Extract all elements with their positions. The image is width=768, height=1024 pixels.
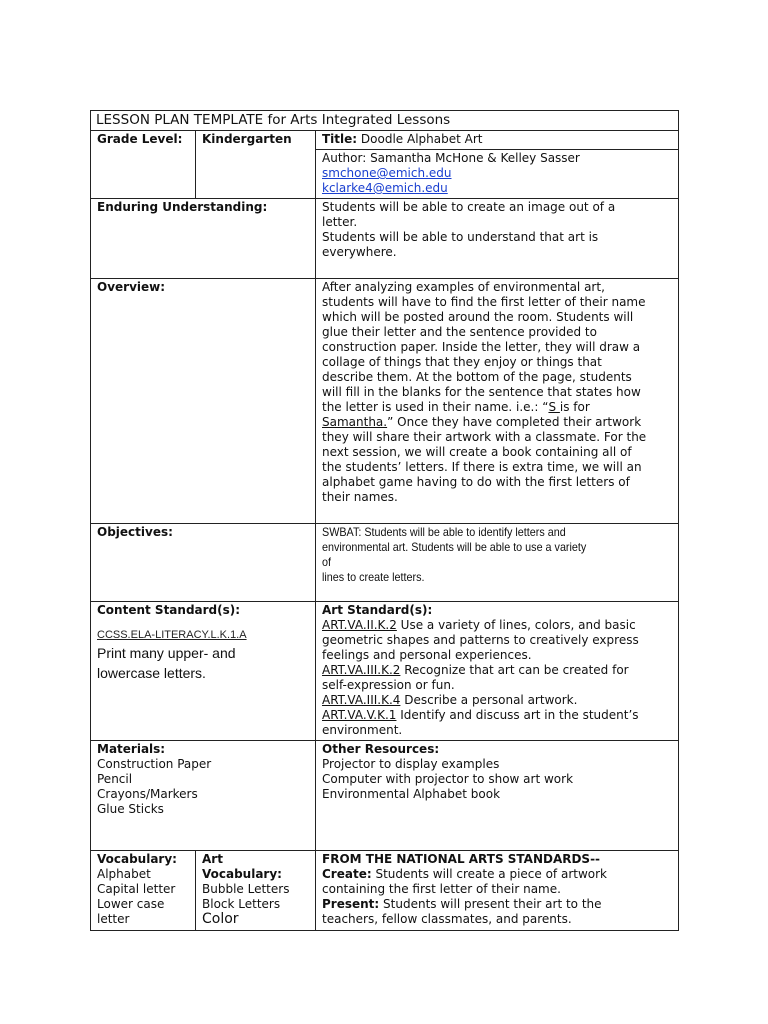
art-vocabulary-cell xyxy=(196,851,316,931)
vocabulary-row xyxy=(91,851,679,931)
title-row xyxy=(91,111,679,131)
resources-label: Other Resources: xyxy=(322,742,440,756)
grade-value: Kindergarten xyxy=(196,131,316,199)
present-text: teachers, fellow classmates, and parents. xyxy=(322,912,572,926)
overview-line xyxy=(322,400,672,415)
overview-line: collage of things that they enjoy or things that xyxy=(322,355,602,369)
author-value: Samantha McHone & Kelley Sasser xyxy=(370,151,580,165)
overview-line: alphabet game having to do with the first letters of xyxy=(322,475,630,489)
art-standard-text: geometric shapes and patterns to creatively express xyxy=(322,633,639,647)
email-link-2[interactable]: kclarke4@emich.edu xyxy=(322,181,448,195)
art-standard-text: Use a variety of lines, colors, and basic xyxy=(396,618,636,632)
enduring-cell xyxy=(316,199,679,279)
objectives-line: lines to create letters. xyxy=(322,571,425,584)
resource-item: Environmental Alphabet book xyxy=(322,787,501,801)
vocabulary-item: Capital letter xyxy=(97,882,176,896)
art-standard-text: Identify and discuss art in the student’s xyxy=(396,708,639,722)
art-standard-text: self-expression or fun. xyxy=(322,678,455,692)
objectives-text xyxy=(322,525,592,585)
art-standard-text: environment. xyxy=(322,723,403,737)
overview-text: ” Once they have completed their artwork xyxy=(387,415,642,429)
vocabulary-item: Lower case xyxy=(97,897,165,911)
overview-line: construction paper. Inside the letter, they will draw a xyxy=(322,340,641,354)
art-standard-item xyxy=(322,708,672,723)
document-title: LESSON PLAN TEMPLATE for Arts Integrated Lessons xyxy=(91,111,679,131)
standards-row xyxy=(91,602,679,741)
content-standard-text: lowercase letters. xyxy=(97,665,206,681)
resources-cell xyxy=(316,741,679,851)
lesson-title-label: Title: xyxy=(322,132,358,146)
overview-line: their names. xyxy=(322,490,398,504)
materials-row xyxy=(91,741,679,851)
art-standard-code-link[interactable]: ART.VA.V.K.1 xyxy=(322,708,397,722)
content-standards-cell xyxy=(91,602,316,741)
overview-text: is for xyxy=(559,400,590,414)
present-label: Present: xyxy=(322,897,380,911)
overview-line: describe them. At the bottom of the page, students xyxy=(322,370,632,384)
content-standard-text: Print many upper- and xyxy=(97,645,236,661)
overview-row xyxy=(91,279,679,524)
art-vocabulary-item: Block Letters xyxy=(202,897,281,911)
overview-line: next session, we will create a book containing all of xyxy=(322,445,632,459)
national-standards-cell xyxy=(316,851,679,931)
vocabulary-label: Vocabulary: xyxy=(97,852,177,866)
art-standard-code-link[interactable]: ART.VA.II.K.2 xyxy=(322,618,397,632)
overview-label: Overview: xyxy=(91,279,316,524)
art-standard-item xyxy=(322,693,672,708)
art-standards-cell xyxy=(316,602,679,741)
overview-underlined-s: S xyxy=(548,400,560,414)
overview-text: the letter is used in their name. i.e.: “ xyxy=(322,400,549,414)
art-standard-text: Describe a personal artwork. xyxy=(400,693,578,707)
art-vocabulary-label: Vocabulary: xyxy=(202,867,282,881)
email-link-1[interactable]: smchone@emich.edu xyxy=(322,166,452,180)
create-line xyxy=(322,867,672,882)
enduring-line: Students will be able to understand that art is xyxy=(322,230,599,244)
author-cell xyxy=(316,150,679,199)
art-standard-text: feelings and personal experiences. xyxy=(322,648,532,662)
materials-label: Materials: xyxy=(97,742,166,756)
objectives-line: environmental art. Students will be able to use a variety of xyxy=(322,541,587,569)
enduring-line: everywhere. xyxy=(322,245,397,259)
overview-line: students will have to find the first letter of their name xyxy=(322,295,646,309)
material-item: Crayons/Markers xyxy=(97,787,198,801)
present-text: Students will present their art to the xyxy=(379,897,602,911)
vocabulary-item: Alphabet xyxy=(97,867,151,881)
overview-line xyxy=(322,415,672,430)
objectives-row xyxy=(91,524,679,602)
material-item: Glue Sticks xyxy=(97,802,164,816)
lesson-title-cell xyxy=(316,131,679,150)
enduring-row xyxy=(91,199,679,279)
overview-cell xyxy=(316,279,679,524)
overview-line: After analyzing examples of environmental art, xyxy=(322,280,605,294)
art-standards-label: Art Standard(s): xyxy=(322,603,433,617)
overview-line: will fill in the blanks for the sentence that states how xyxy=(322,385,641,399)
resource-item: Projector to display examples xyxy=(322,757,500,771)
overview-line: glue their letter and the sentence provided to xyxy=(322,325,597,339)
art-standard-item xyxy=(322,663,672,678)
objectives-line: SWBAT: Students will be able to identify letters and xyxy=(322,526,566,539)
enduring-line: letter. xyxy=(322,215,358,229)
material-item: Construction Paper xyxy=(97,757,212,771)
art-vocabulary-item: Bubble Letters xyxy=(202,882,290,896)
content-standard-code-link[interactable]: CCSS.ELA-LITERACY.L.K.1.A xyxy=(97,629,247,641)
content-standards-label: Content Standard(s): xyxy=(97,603,241,617)
overview-line: which will be posted around the room. Students will xyxy=(322,310,634,324)
present-line xyxy=(322,897,672,912)
grade-row xyxy=(91,131,679,150)
art-standard-code-link[interactable]: ART.VA.III.K.4 xyxy=(322,693,401,707)
overview-underlined-name: Samantha. xyxy=(322,415,388,429)
author-label: Author: xyxy=(322,151,367,165)
art-vocabulary-label: Art xyxy=(202,852,223,866)
art-standard-text: Recognize that art can be created for xyxy=(400,663,629,677)
create-text: Students will create a piece of artwork xyxy=(371,867,608,881)
materials-cell xyxy=(91,741,316,851)
vocabulary-item: letter xyxy=(97,912,130,926)
material-item: Pencil xyxy=(97,772,133,786)
art-vocabulary-item: Color xyxy=(202,911,239,927)
create-text: containing the first letter of their name. xyxy=(322,882,561,896)
objectives-label: Objectives: xyxy=(91,524,316,602)
national-standards-heading: FROM THE NATIONAL ARTS STANDARDS-- xyxy=(322,852,601,866)
resource-item: Computer with projector to show art work xyxy=(322,772,574,786)
enduring-label: Enduring Understanding: xyxy=(91,199,316,279)
objectives-cell xyxy=(316,524,679,602)
enduring-line: Students will be able to create an image out of a xyxy=(322,200,616,214)
overview-line: they will share their artwork with a classmate. For the xyxy=(322,430,647,444)
overview-line: the students’ letters. If there is extra time, we will an xyxy=(322,460,642,474)
art-standard-item xyxy=(322,618,672,633)
lesson-plan-table xyxy=(90,110,679,931)
grade-label: Grade Level: xyxy=(91,131,196,199)
vocabulary-cell xyxy=(91,851,196,931)
lesson-title-value: Doodle Alphabet Art xyxy=(360,132,483,146)
art-standard-code-link[interactable]: ART.VA.III.K.2 xyxy=(322,663,401,677)
create-label: Create: xyxy=(322,867,372,881)
